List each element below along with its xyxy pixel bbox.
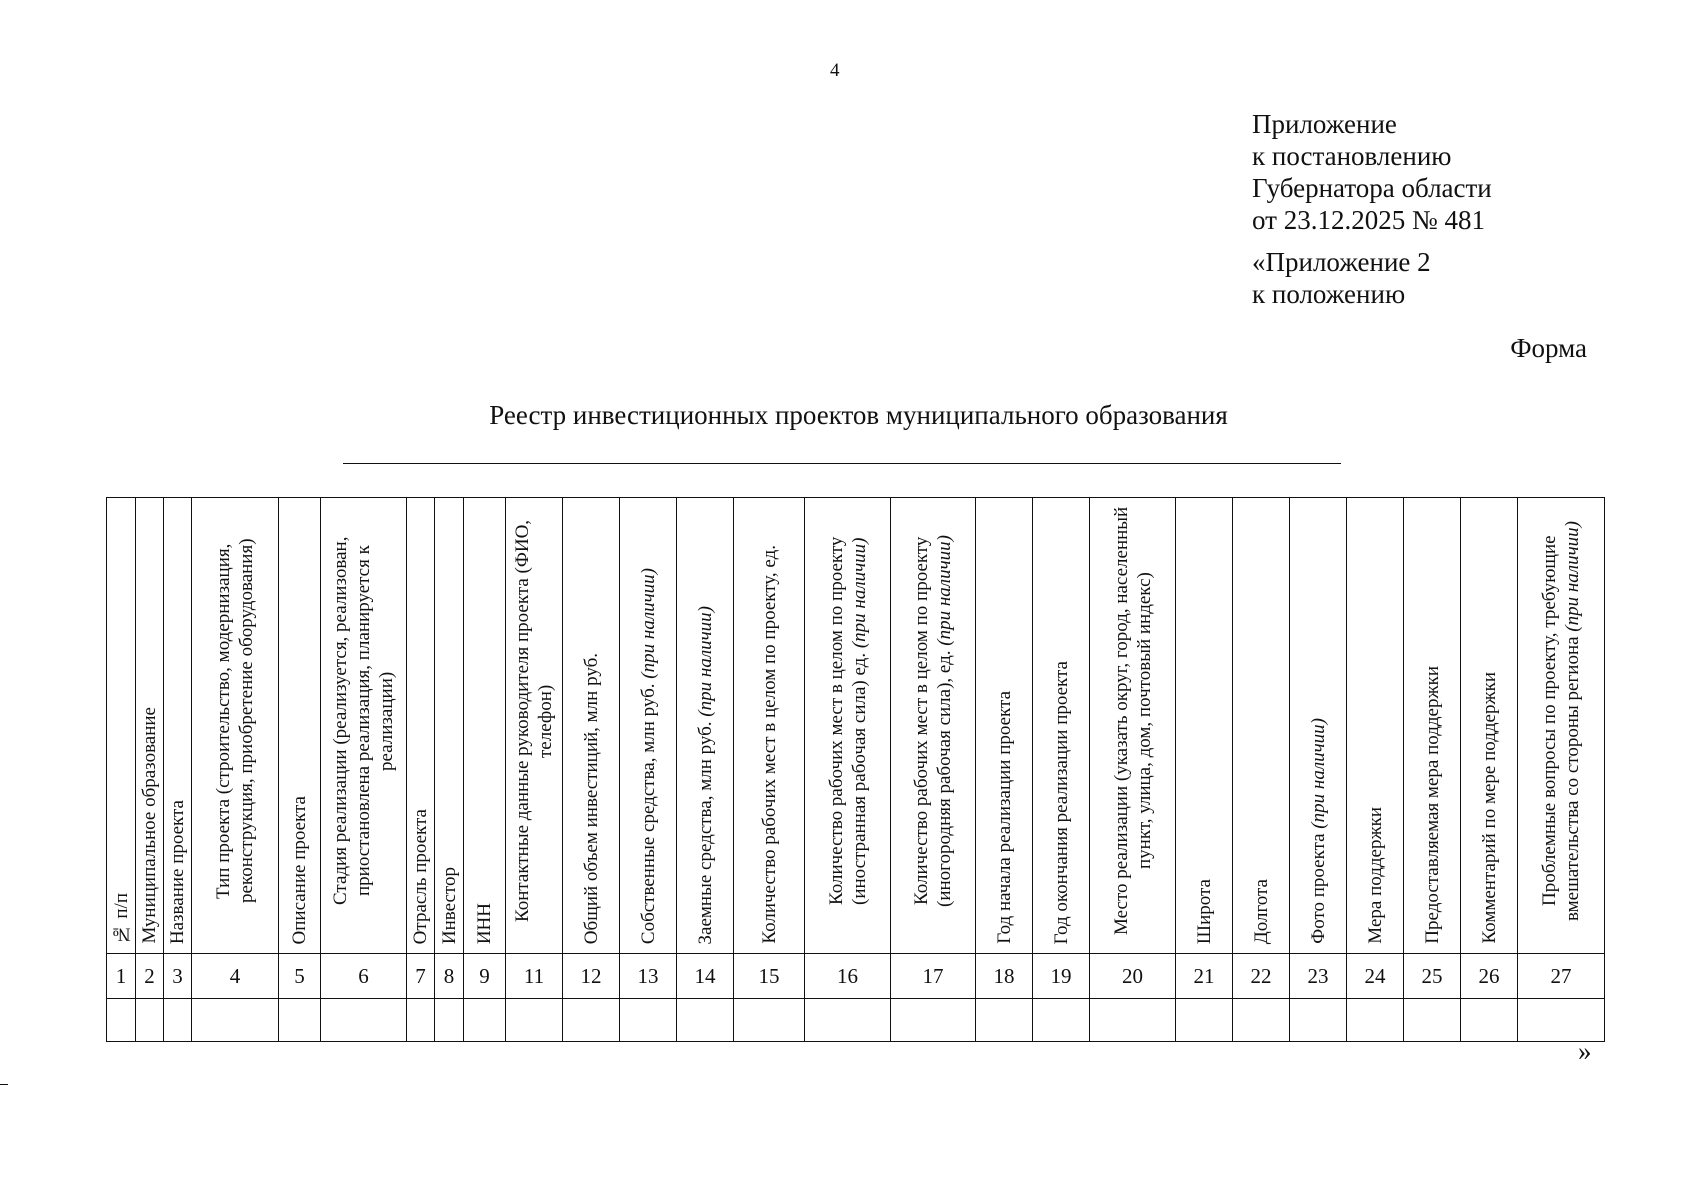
empty-cell bbox=[620, 999, 677, 1042]
column-header-text bbox=[694, 606, 717, 944]
empty-cell bbox=[563, 999, 620, 1042]
column-number: 19 bbox=[1033, 954, 1090, 999]
form-label: Форма bbox=[1510, 333, 1587, 363]
column-number: 18 bbox=[976, 954, 1033, 999]
column-header-cell bbox=[279, 498, 321, 954]
empty-cell bbox=[734, 999, 805, 1042]
column-number-row bbox=[107, 954, 1605, 999]
column-header-text bbox=[910, 498, 956, 944]
column-header-cell bbox=[734, 498, 805, 954]
column-header-label: Тип проекта (строительство, модернизация, реконструкция, приобретение оборудования) bbox=[213, 538, 257, 904]
column-number: 21 bbox=[1176, 954, 1233, 999]
column-header-text bbox=[473, 903, 496, 944]
column-header-text bbox=[1050, 661, 1073, 944]
column-number: 20 bbox=[1090, 954, 1176, 999]
column-header-text bbox=[212, 498, 258, 944]
column-number: 1 bbox=[107, 954, 136, 999]
empty-cell bbox=[1347, 999, 1404, 1042]
column-header-label: Предоставляемая мера поддержки bbox=[1421, 666, 1443, 944]
column-number: 7 bbox=[407, 954, 435, 999]
column-header-cell bbox=[107, 498, 136, 954]
empty-cell bbox=[976, 999, 1033, 1042]
column-number: 13 bbox=[620, 954, 677, 999]
column-header-label: Количество рабочих мест в целом по проекту (иногородняя рабочая сила), ед. bbox=[911, 536, 955, 907]
column-header-text bbox=[138, 707, 161, 944]
column-header-cell bbox=[677, 498, 734, 954]
column-header-label: Название проекта bbox=[167, 799, 188, 944]
column-number: 25 bbox=[1404, 954, 1461, 999]
column-header-label: ИНН bbox=[474, 902, 495, 944]
column-header-cell bbox=[805, 498, 891, 954]
column-header-cell bbox=[1233, 498, 1290, 954]
column-header-cell bbox=[192, 498, 279, 954]
column-header-text bbox=[993, 691, 1016, 944]
column-number: 2 bbox=[136, 954, 164, 999]
column-header-text bbox=[1478, 672, 1501, 944]
column-header-label: Описание проекта bbox=[289, 795, 310, 944]
appendix-line: к постановлению bbox=[1252, 141, 1452, 171]
column-header-label: Собственные средства, млн руб. bbox=[637, 683, 659, 944]
column-number: 14 bbox=[677, 954, 734, 999]
appendix-inner-line: к положению bbox=[1252, 279, 1406, 309]
column-header-label: Комментарий по мере поддержки bbox=[1478, 672, 1500, 944]
column-header-text bbox=[825, 498, 871, 944]
empty-cell bbox=[321, 999, 407, 1042]
column-header-note: (при наличии) bbox=[637, 567, 659, 679]
column-header-cell bbox=[1176, 498, 1233, 954]
page-number: 4 bbox=[830, 60, 840, 81]
empty-cell bbox=[1033, 999, 1090, 1042]
column-header-text bbox=[409, 809, 432, 944]
empty-cell bbox=[1176, 999, 1233, 1042]
column-header-text bbox=[110, 893, 133, 944]
column-header-label: Широта bbox=[1193, 878, 1215, 944]
empty-cell bbox=[1404, 999, 1461, 1042]
column-header-label: Общий объем инвестиций, млн руб. bbox=[580, 652, 602, 944]
column-header-cell bbox=[407, 498, 435, 954]
empty-cell bbox=[464, 999, 506, 1042]
closing-quote: » bbox=[1578, 1036, 1592, 1066]
column-header-note: (при наличии) bbox=[694, 605, 716, 717]
appendix-block bbox=[1252, 108, 1492, 310]
column-header-label: Стадия реализации (реализуется, реализован, приостановлена реализация, планируется к реализации) bbox=[330, 536, 397, 906]
margin-mark bbox=[0, 1084, 8, 1085]
empty-cell bbox=[805, 999, 891, 1042]
column-header-text bbox=[1307, 718, 1330, 944]
column-header-note: (при наличии) bbox=[848, 537, 870, 648]
column-header-text bbox=[580, 653, 603, 944]
empty-cell bbox=[1290, 999, 1347, 1042]
column-header-label: № п/п bbox=[110, 892, 132, 944]
column-number: 15 bbox=[734, 954, 805, 999]
column-header-cell bbox=[620, 498, 677, 954]
column-header-label: Контактные данные руководителя проекта (ФИО, телефон) bbox=[512, 519, 556, 923]
title-underline bbox=[343, 463, 1341, 464]
appendix-line: от 23.12.2025 № 481 bbox=[1252, 205, 1485, 235]
column-number: 5 bbox=[279, 954, 321, 999]
column-number: 6 bbox=[321, 954, 407, 999]
column-header-cell bbox=[976, 498, 1033, 954]
column-header-text bbox=[637, 568, 660, 944]
empty-cell bbox=[1090, 999, 1176, 1042]
column-header-text bbox=[758, 545, 781, 944]
column-header-text bbox=[1110, 498, 1156, 944]
column-header-note: (при наличии) bbox=[1562, 521, 1583, 632]
column-number: 3 bbox=[164, 954, 192, 999]
column-header-label: Долгота bbox=[1250, 878, 1272, 944]
column-number: 9 bbox=[464, 954, 506, 999]
registry-table bbox=[106, 497, 1605, 1042]
column-header-text bbox=[1538, 498, 1584, 944]
appendix-inner-line: «Приложение 2 bbox=[1252, 247, 1431, 277]
empty-cell bbox=[891, 999, 976, 1042]
empty-cell bbox=[164, 999, 192, 1042]
column-number: 26 bbox=[1461, 954, 1518, 999]
empty-cell bbox=[677, 999, 734, 1042]
empty-cell bbox=[506, 999, 563, 1042]
empty-cell bbox=[279, 999, 321, 1042]
column-header-cell bbox=[891, 498, 976, 954]
column-number: 4 bbox=[192, 954, 279, 999]
column-header-cell bbox=[1518, 498, 1605, 954]
column-header-text bbox=[511, 498, 557, 944]
header-row bbox=[107, 498, 1605, 954]
column-header-text bbox=[1193, 879, 1216, 944]
column-header-label: Проблемные вопросы по проекту, требующие вмешательства со стороны региона bbox=[1539, 535, 1583, 921]
empty-cell bbox=[1233, 999, 1290, 1042]
empty-cell bbox=[136, 999, 164, 1042]
column-header-cell bbox=[563, 498, 620, 954]
column-header-label: Фото проекта bbox=[1307, 833, 1329, 944]
column-number: 8 bbox=[435, 954, 464, 999]
column-number: 22 bbox=[1233, 954, 1290, 999]
empty-data-row bbox=[107, 999, 1605, 1042]
column-number: 16 bbox=[805, 954, 891, 999]
column-header-cell bbox=[1404, 498, 1461, 954]
column-header-note: (при наличии) bbox=[1307, 718, 1329, 829]
column-header-cell bbox=[1290, 498, 1347, 954]
column-header-label: Муниципальное образование bbox=[139, 707, 160, 944]
column-header-text bbox=[438, 867, 461, 944]
column-header-label: Количество рабочих мест в целом по проекту, ед. bbox=[758, 545, 780, 944]
column-number: 12 bbox=[563, 954, 620, 999]
column-header-text bbox=[166, 800, 189, 944]
column-header-label: Год начала реализации проекта bbox=[993, 691, 1015, 944]
empty-cell bbox=[407, 999, 435, 1042]
column-header-label: Отрасль проекта bbox=[410, 808, 431, 944]
column-header-note: (при наличии) bbox=[934, 535, 955, 646]
column-number: 11 bbox=[506, 954, 563, 999]
column-header-label: Мера поддержки bbox=[1364, 807, 1386, 944]
column-header-cell bbox=[1461, 498, 1518, 954]
column-header-text bbox=[1364, 807, 1387, 944]
column-header-label: Количество рабочих мест в целом по проекту (иностранная рабочая сила) ед. bbox=[825, 536, 870, 906]
column-header-cell bbox=[464, 498, 506, 954]
column-header-label: Год окончания реализации проекта bbox=[1050, 660, 1072, 944]
column-header-cell bbox=[136, 498, 164, 954]
column-number: 24 bbox=[1347, 954, 1404, 999]
empty-cell bbox=[1461, 999, 1518, 1042]
column-header-cell bbox=[506, 498, 563, 954]
column-header-cell bbox=[1347, 498, 1404, 954]
column-header-cell bbox=[321, 498, 407, 954]
empty-cell bbox=[435, 999, 464, 1042]
column-header-text bbox=[329, 498, 398, 944]
column-number: 17 bbox=[891, 954, 976, 999]
column-number: 23 bbox=[1290, 954, 1347, 999]
document-title: Реестр инвестиционных проектов муниципального образования bbox=[489, 400, 1228, 430]
empty-cell bbox=[107, 999, 136, 1042]
column-header-cell bbox=[435, 498, 464, 954]
column-number: 27 bbox=[1518, 954, 1605, 999]
column-header-text bbox=[1421, 666, 1444, 944]
appendix-line: Приложение bbox=[1252, 109, 1397, 139]
column-header-text bbox=[288, 796, 311, 944]
column-header-cell bbox=[1033, 498, 1090, 954]
column-header-label: Место реализации (указать округ, город, населенный пункт, улица, дом, почтовый индекс) bbox=[1110, 506, 1155, 936]
appendix-line: Губернатора области bbox=[1252, 173, 1492, 203]
column-header-cell bbox=[1090, 498, 1176, 954]
empty-cell bbox=[192, 999, 279, 1042]
column-header-label: Инвестор bbox=[438, 866, 460, 944]
column-header-label: Заемные средства, млн руб. bbox=[694, 720, 716, 944]
column-header-cell bbox=[164, 498, 192, 954]
column-header-text bbox=[1250, 879, 1273, 944]
